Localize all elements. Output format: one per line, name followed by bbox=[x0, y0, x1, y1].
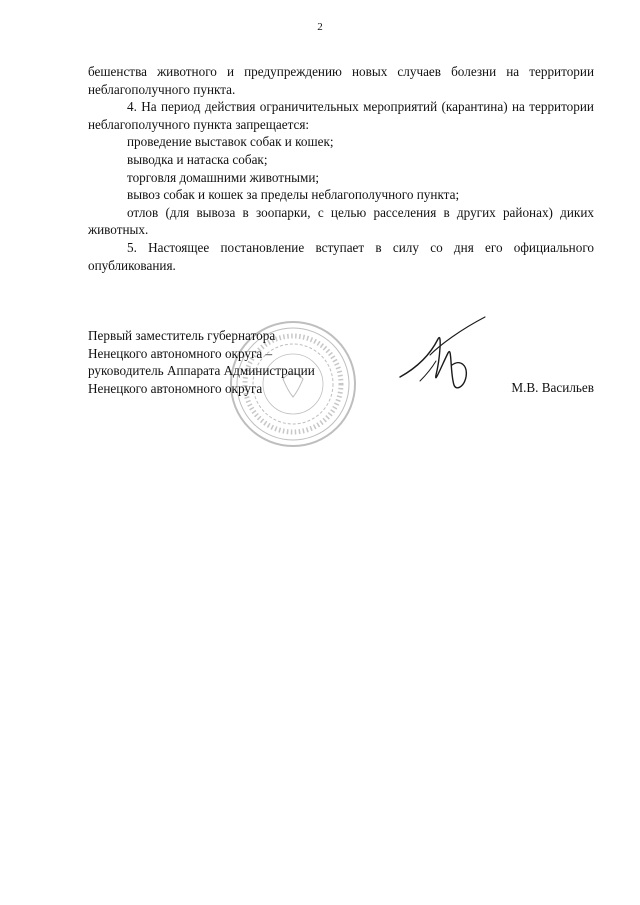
signer-title-line-4: Ненецкого автономного округа bbox=[88, 380, 263, 396]
prohibition-dog-training: выводка и натаска собак; bbox=[127, 151, 268, 167]
prohibition-pet-trade: торговля домашними животными; bbox=[127, 169, 320, 185]
prohibition-wild-capture: отлов (для вывоза в зоопарки, с целью расселения в других районах) диких животных. bbox=[88, 204, 594, 238]
prohibition-export: вывоз собак и кошек за пределы неблагополучного пункта; bbox=[127, 187, 460, 203]
paragraph-item-4: 4. На период действия ограничительных мероприятий (карантина) на территории неблагополучного пункта запрещается: bbox=[88, 99, 594, 132]
signer-title-line-3: руководитель Аппарата Администрации bbox=[88, 363, 315, 379]
signer-title-line-2: Ненецкого автономного округа – bbox=[88, 345, 273, 361]
paragraph-continuation: бешенства животного и предупреждению новых случаев болезни на территории неблагополучного пункта. bbox=[88, 64, 594, 97]
signer-name: М.В. Васильев bbox=[511, 380, 594, 395]
signer-title-line-1: Первый заместитель губернатора bbox=[88, 328, 276, 343]
prohibition-exhibitions: проведение выставок собак и кошек; bbox=[127, 134, 334, 150]
paragraph-item-5: 5. Настоящее постановление вступает в силу со дня его официального опубликования. bbox=[88, 239, 594, 273]
handwritten-signature-icon bbox=[390, 315, 510, 405]
signer-title bbox=[88, 327, 315, 397]
document-body bbox=[88, 63, 594, 274]
signature-block bbox=[88, 327, 594, 447]
page-number: 2 bbox=[317, 21, 323, 33]
